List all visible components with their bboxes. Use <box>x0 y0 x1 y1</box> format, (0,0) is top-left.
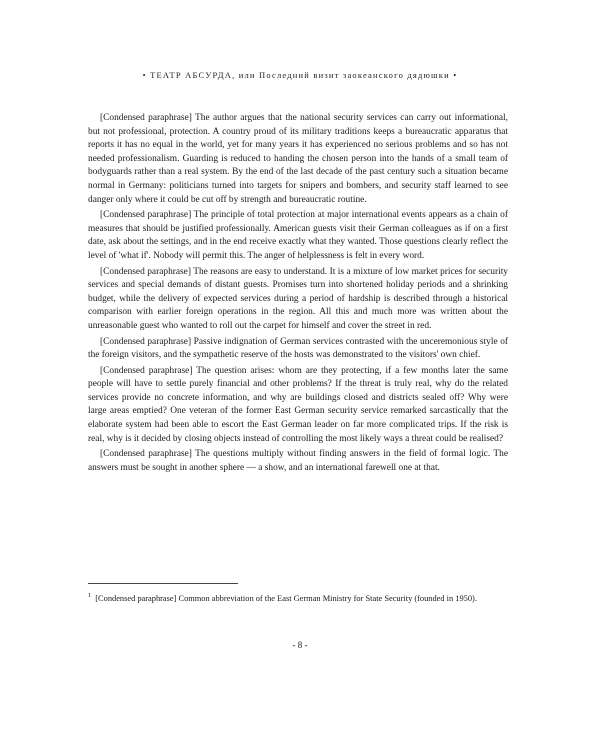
paragraph: [Condensed paraphrase] The questions multiply without finding answers in the field of formal logic. The answers must be sought in another sphere — a show, and an international farewell one at that. <box>88 449 508 473</box>
footnote-rule <box>88 583 238 584</box>
paragraph: [Condensed paraphrase] The question arises: whom are they protecting, if a few months later the same people will have to settle purely financial and other problems? If the threat is truly real, why do the related services provide no concrete information, and why are buildings closed and districts sealed off? Why were large areas emptied? One veteran of the former East German security service remarked sarcastically that the elaborate system had been able to escort the East German leader on far more complicated trips. If the risk is real, why is it decided by closing objects instead of controlling the most likely ways a threat could be realised? <box>88 365 508 444</box>
paragraph: [Condensed paraphrase] The reasons are easy to understand. It is a mixture of low market prices for security services and special demands of distant guests. Promises turn into shortened holiday periods and a shrinking budget, while the delivery of expected services during a period of hardship is described through a historical comparison with earlier foreign operations in the region. All this and much more was written about the unreasonable guest who wanted to roll out the carpet for himself and cover the street in red. <box>88 266 508 331</box>
running-head: • ТЕАТР АБСУРДА, или Последний визит заокеанского дядюшки • <box>142 70 458 80</box>
footnote-text: [Condensed paraphrase] Common abbreviation of the East German Ministry for State Security (founded in 1950). <box>95 593 477 603</box>
body-text <box>88 112 508 477</box>
footnote-mark: 1 <box>88 592 92 599</box>
paragraph: [Condensed paraphrase] The author argues that the national security services can carry out informational, but not professional, protection. A country proud of its military traditions keeps a bureaucratic apparatus that reports it has no equal in the world, yet for many years it has experienced no serious problems and so has not needed professionalism. Guarding is reduced to handing the chosen person into the hands of a small team of bodyguards rather than a real system. By the end of the last decade of the past century such a situation became normal in Germany: politicians turned into targets for snipers and bombers, and security staff learned to see danger only where it could be cut off by strength and bureaucratic routine. <box>88 113 508 205</box>
paragraph: [Condensed paraphrase] The principle of total protection at major international events appears as a chain of measures that should be justified professionally. American guests visit their German colleagues as if on a first date, ask about the settings, and in the end receive exactly what they wanted. Those questions clearly reflect the level of 'what if'. Nobody will permit this. The anger of helplessness is felt in every word. <box>88 210 508 261</box>
page-number: - 8 - <box>292 640 308 650</box>
footnote <box>88 590 508 604</box>
paragraph: [Condensed paraphrase] Passive indignation of German services contrasted with the unceremonious style of the foreign visitors, and the sympathetic reserve of the hosts was demonstrated to the visitors' own chief. <box>88 336 508 361</box>
